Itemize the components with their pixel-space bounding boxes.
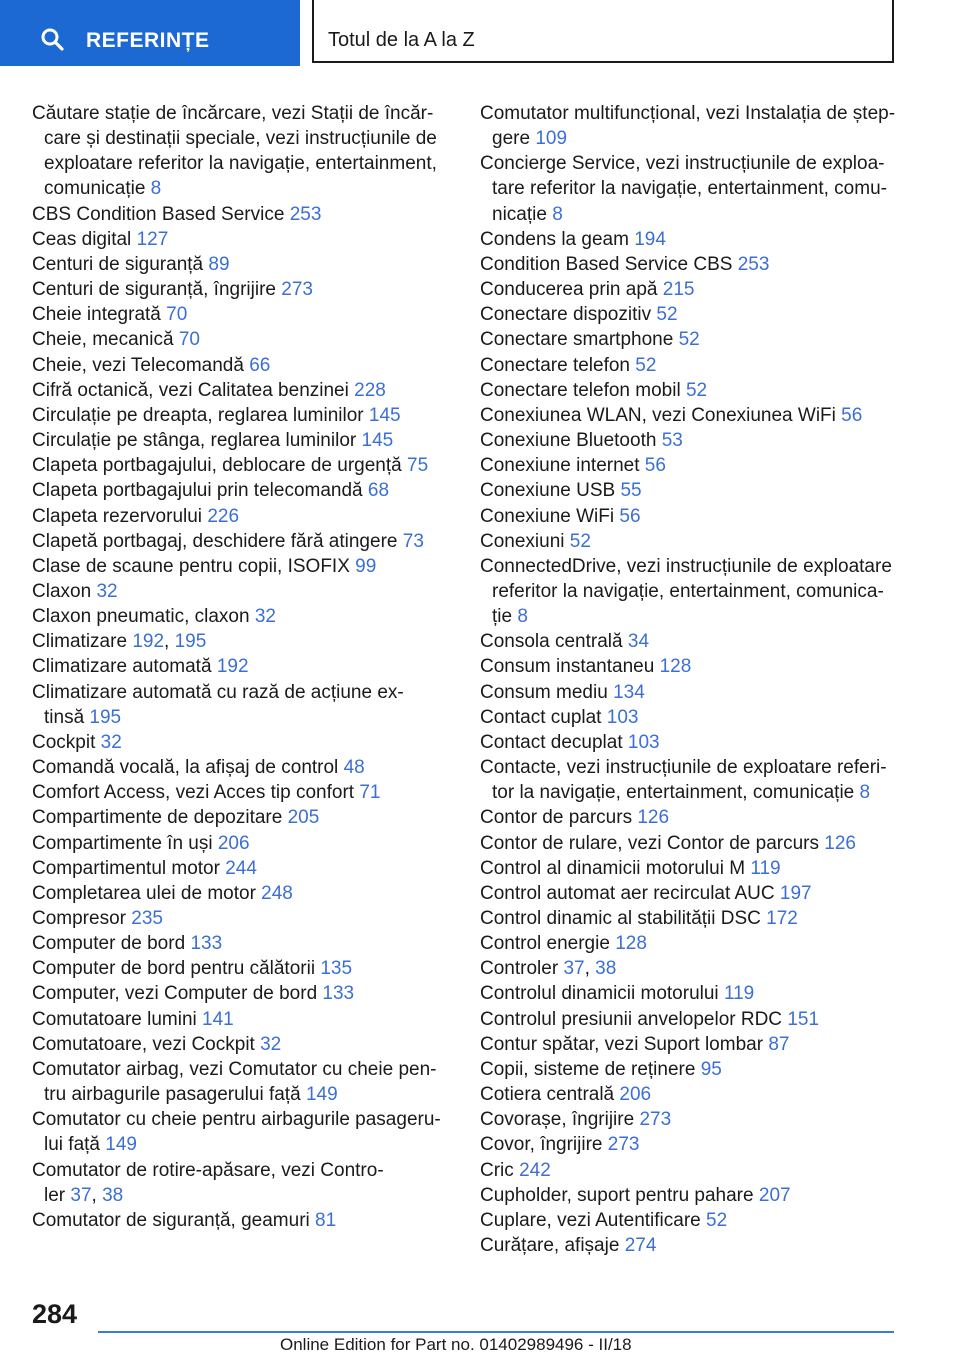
index-entry bbox=[32, 1032, 452, 1057]
index-entry-text: Conexiunea WLAN, vezi Conexiunea WiFi bbox=[480, 404, 836, 426]
index-entry-text: Copii, sisteme de reținere bbox=[480, 1058, 696, 1080]
page-link[interactable]: 37 bbox=[563, 958, 585, 980]
index-entry-text: Contor de parcurs bbox=[480, 807, 633, 829]
page-link[interactable]: 52 bbox=[706, 1209, 728, 1231]
index-entry bbox=[32, 730, 452, 755]
index-entry-text: Contact decuplat bbox=[480, 731, 623, 753]
index-entry-text: Concierge Service, vezi instrucțiunile de exploa- bbox=[480, 153, 885, 175]
page-link[interactable]: 75 bbox=[407, 455, 429, 477]
page-link[interactable]: 206 bbox=[217, 832, 250, 854]
index-entry bbox=[480, 554, 900, 629]
page-link[interactable]: 228 bbox=[354, 379, 386, 401]
index-entry-text: exploatare referitor la navigație, entertainment, bbox=[44, 153, 437, 175]
page-link[interactable]: 119 bbox=[723, 983, 755, 1005]
index-entry-text: Condition Based Service CBS bbox=[480, 253, 733, 275]
page-link[interactable]: 32 bbox=[254, 606, 276, 628]
page-link[interactable]: 141 bbox=[202, 1008, 234, 1030]
index-entry-text: Control automat aer recirculat AUC bbox=[480, 882, 775, 904]
index-entry-text: Claxon bbox=[32, 580, 92, 602]
index-entry-text: Conexiune WiFi bbox=[480, 505, 615, 527]
index-entry bbox=[480, 931, 900, 956]
index-entry-text: Contur spătar, vezi Suport lombar bbox=[480, 1033, 764, 1055]
page-link[interactable]: 56 bbox=[619, 505, 641, 527]
index-entry bbox=[32, 981, 452, 1006]
index-entry bbox=[480, 1082, 900, 1107]
index-entry bbox=[480, 981, 900, 1006]
page-link[interactable]: 127 bbox=[136, 228, 169, 250]
index-entry-text: Climatizare automată cu rază de acțiune ex- bbox=[32, 681, 404, 703]
index-entry bbox=[32, 755, 452, 780]
page-link[interactable]: 135 bbox=[320, 958, 353, 980]
page-link[interactable]: 34 bbox=[627, 631, 650, 653]
page-link[interactable]: 48 bbox=[343, 757, 365, 779]
index-entry-text: tinsă bbox=[44, 706, 85, 728]
index-entry-text: Comutator airbag, vezi Comutator cu cheie pen- bbox=[32, 1058, 437, 1080]
page-link[interactable]: 195 bbox=[89, 706, 122, 728]
index-entry bbox=[32, 856, 452, 881]
index-entry-text: Claxon pneumatic, claxon bbox=[32, 606, 250, 628]
index-entry bbox=[32, 831, 452, 856]
index-entry-text: CBS Condition Based Service bbox=[32, 203, 285, 225]
page-link[interactable]: 8 bbox=[150, 178, 162, 200]
index-entry-text: Cheie, mecanică bbox=[32, 329, 174, 351]
index-entry-text: Centuri de siguranță bbox=[32, 253, 204, 275]
index-entry-text: Circulație pe dreapta, reglarea luminilor bbox=[32, 404, 364, 426]
page-link[interactable]: 273 bbox=[281, 279, 313, 301]
page-link[interactable]: 52 bbox=[569, 530, 591, 552]
page-link[interactable]: 73 bbox=[402, 530, 424, 552]
index-entry bbox=[480, 705, 900, 730]
index-entry: Controler 37, 38 bbox=[480, 958, 617, 980]
index-entry bbox=[32, 453, 452, 478]
index-entry-text: Cric bbox=[480, 1159, 514, 1181]
index-entry bbox=[32, 302, 452, 327]
index-entry-text: Consola centrală bbox=[480, 631, 623, 653]
tab-references[interactable] bbox=[0, 0, 300, 66]
page-link[interactable]: 38 bbox=[102, 1184, 124, 1206]
index-entry bbox=[480, 302, 900, 327]
tab-references-label: REFERINȚE bbox=[86, 29, 210, 52]
header-tabs bbox=[0, 0, 896, 66]
index-entry-text: Cotiera centrală bbox=[480, 1084, 615, 1106]
index-entry-text: Comutator de siguranță, geamuri bbox=[32, 1209, 310, 1231]
page-link[interactable]: 145 bbox=[361, 430, 394, 452]
page-link[interactable]: 215 bbox=[662, 279, 695, 301]
index-entry bbox=[480, 428, 900, 453]
page-link[interactable]: 8 bbox=[552, 203, 563, 225]
page-link[interactable]: 235 bbox=[131, 908, 163, 929]
page-link[interactable]: 52 bbox=[635, 354, 657, 376]
page-link[interactable]: 128 bbox=[659, 656, 692, 678]
index-entry-text: Compartimentul motor bbox=[32, 857, 220, 879]
index-entry-text: Control dinamic al stabilității DSC bbox=[480, 908, 761, 929]
index-entry bbox=[480, 327, 900, 352]
page-link[interactable]: 244 bbox=[225, 857, 257, 879]
page-link[interactable]: 71 bbox=[359, 782, 381, 804]
tab-index-a-z[interactable] bbox=[312, 0, 894, 63]
index-entry-text: gere bbox=[492, 128, 531, 150]
index-entry bbox=[32, 227, 452, 252]
index-entry bbox=[480, 151, 900, 226]
index-entry bbox=[480, 881, 900, 906]
index-entry-text: Contacte, vezi instrucțiunile de exploatare referi- bbox=[480, 757, 887, 779]
page-link[interactable]: 37 bbox=[70, 1184, 92, 1206]
index-entry-text: Comutatoare lumini bbox=[32, 1008, 197, 1030]
index-entry bbox=[480, 529, 900, 554]
index-entry bbox=[32, 554, 452, 579]
index-entry bbox=[32, 680, 452, 730]
index-entry bbox=[32, 101, 452, 202]
index-entry bbox=[32, 579, 452, 604]
page-link[interactable]: 192 bbox=[216, 656, 249, 678]
page-link[interactable]: 149 bbox=[105, 1134, 137, 1156]
index-entry bbox=[480, 101, 900, 151]
page-link[interactable]: 253 bbox=[737, 253, 770, 275]
page-link[interactable]: 68 bbox=[367, 480, 390, 502]
index-entry-text: Comutator multifuncțional, vezi Instalația de ștер- bbox=[480, 103, 896, 124]
index-entry-text: Circulație pe stânga, reglarea luminilor bbox=[32, 430, 357, 452]
page-link[interactable]: 87 bbox=[768, 1033, 790, 1055]
index-entry-text: Ceas digital bbox=[32, 228, 132, 250]
index-entry-text: Centuri de siguranță, îngrijire bbox=[32, 279, 276, 301]
page-link[interactable]: 52 bbox=[656, 304, 678, 326]
index-entry-text: Clapeta portbagajului prin telecomandă bbox=[32, 480, 363, 502]
page-link[interactable]: 32 bbox=[260, 1033, 282, 1055]
index-entry-text: Cheie, vezi Telecomandă bbox=[32, 354, 244, 376]
index-entry-text: Clapeta rezervorului bbox=[32, 505, 203, 527]
index-entry-text: care și destinații speciale, vezi instrucțiunile de bbox=[44, 128, 437, 150]
index-entry-text: Covor, îngrijire bbox=[480, 1134, 603, 1156]
page-link[interactable]: 248 bbox=[261, 882, 293, 904]
page-link[interactable]: 66 bbox=[249, 354, 271, 376]
index-entry-text: Climatizare bbox=[32, 631, 128, 653]
search-icon bbox=[40, 27, 64, 51]
index-entry-text: Computer de bord pentru călătorii bbox=[32, 958, 316, 980]
page-link[interactable]: 8 bbox=[517, 606, 528, 628]
index-entry-text: Conexiune internet bbox=[480, 455, 640, 477]
index-entry-text: Conectare telefon mobil bbox=[480, 379, 681, 401]
index-entry-text: Conexiune Bluetooth bbox=[480, 430, 657, 452]
footer-edition: Online Edition for Part no. 01402989496 - II/18 bbox=[280, 1335, 632, 1354]
index-entry bbox=[480, 1183, 900, 1208]
index-entry-text: Conectare dispozitiv bbox=[480, 304, 652, 326]
index-entry-text: Cheie integrată bbox=[32, 304, 161, 326]
index-entry bbox=[480, 403, 900, 428]
page-link[interactable]: 56 bbox=[841, 404, 863, 426]
index-entry-text: referitor la navigație, entertainment, comunica- bbox=[492, 580, 884, 602]
index-entry-text: Căutare stație de încărcare, vezi Stații de încăr- bbox=[32, 103, 434, 124]
index-entry-text: Cupholder, suport pentru pahare bbox=[480, 1184, 754, 1206]
index-entry bbox=[32, 504, 452, 529]
index-entry bbox=[480, 478, 900, 503]
index-entry bbox=[32, 881, 452, 906]
index-entry-text: Compartimente în uși bbox=[32, 832, 213, 854]
index-entry-text: Contor de rulare, vezi Contor de parcurs bbox=[480, 832, 819, 854]
index-entry-text: Computer, vezi Computer de bord bbox=[32, 983, 318, 1005]
page-link[interactable]: 109 bbox=[535, 128, 568, 150]
page-link[interactable]: 273 bbox=[639, 1109, 672, 1131]
page-link[interactable]: 56 bbox=[644, 455, 666, 477]
index-entry-text: Controlul presiunii anvelopelor RDC bbox=[480, 1008, 783, 1030]
index-entry bbox=[32, 353, 452, 378]
index-entry-text: Clase de scaune pentru copii, ISOFIX bbox=[32, 555, 350, 577]
index-entry-text: Comandă vocală, la afișaj de control bbox=[32, 757, 339, 779]
index-entry bbox=[480, 730, 900, 755]
index-entry-text: Condens la geam bbox=[480, 228, 629, 250]
index-entry-text: Climatizare automată bbox=[32, 656, 212, 678]
page-link[interactable]: 128 bbox=[615, 933, 647, 955]
index-entry-text: Cifră octanică, vezi Calitatea benzinei bbox=[32, 379, 349, 401]
index-entry-text: Comfort Access, vezi Acces tip confort bbox=[32, 782, 355, 804]
page-link[interactable]: 38 bbox=[595, 958, 617, 980]
index-entry-text: tru airbagurile pasagerului față bbox=[44, 1084, 301, 1106]
index-entry-text: ție bbox=[492, 606, 513, 628]
page-link[interactable]: 149 bbox=[305, 1084, 338, 1106]
tab-index-label: Totul de la A la Z bbox=[328, 29, 475, 51]
index-entry-text: Clapeta portbagajului, deblocare de urgență bbox=[32, 455, 402, 477]
page-link[interactable]: 70 bbox=[178, 329, 200, 351]
index-entry-text: Consum mediu bbox=[480, 681, 608, 703]
index-entry bbox=[480, 1233, 900, 1258]
index-entry bbox=[480, 1057, 900, 1082]
page-link[interactable]: 274 bbox=[624, 1235, 657, 1257]
index-entry bbox=[480, 856, 900, 881]
index-entry bbox=[480, 755, 900, 805]
index-entry: Comutator de rotire-apăsare, vezi Contro- ler 37, 38 bbox=[32, 1159, 384, 1206]
page-link[interactable]: 192 bbox=[132, 631, 165, 653]
page-link[interactable]: 52 bbox=[678, 329, 700, 351]
index-entry bbox=[32, 805, 452, 830]
page-link[interactable]: 206 bbox=[619, 1084, 652, 1106]
page-link[interactable]: 95 bbox=[700, 1058, 722, 1080]
index-entry bbox=[32, 378, 452, 403]
index-entry bbox=[480, 353, 900, 378]
index-entry bbox=[480, 1208, 900, 1233]
index-entry bbox=[480, 654, 900, 679]
index-entry bbox=[480, 1032, 900, 1057]
index-entry-text: Conectare smartphone bbox=[480, 329, 674, 351]
page-link[interactable]: 103 bbox=[627, 731, 660, 753]
index-entry-text: lui față bbox=[44, 1134, 100, 1156]
index-entry-text: Contact cuplat bbox=[480, 706, 602, 728]
index-entry-text: Controlul dinamicii motorului bbox=[480, 983, 719, 1005]
index-entry-text: Computer de bord bbox=[32, 933, 186, 955]
page-link[interactable]: 195 bbox=[174, 631, 207, 653]
index-entry bbox=[480, 1158, 900, 1183]
index-entry bbox=[32, 252, 452, 277]
page-link[interactable]: 145 bbox=[368, 404, 401, 426]
index-entry-text: ConnectedDrive, vezi instrucțiunile de exploatare bbox=[480, 555, 892, 577]
page-link[interactable]: 133 bbox=[190, 933, 223, 955]
page-link[interactable]: 81 bbox=[315, 1209, 337, 1231]
page-link[interactable]: 8 bbox=[859, 782, 871, 804]
page-link[interactable]: 119 bbox=[750, 857, 781, 879]
page-link[interactable]: 53 bbox=[661, 430, 683, 452]
index-entry bbox=[480, 252, 900, 277]
index-entry bbox=[32, 1208, 452, 1233]
index-entry bbox=[32, 1057, 452, 1107]
index-entry-text: comunicație bbox=[44, 178, 146, 200]
index-entry-text: tor la navigație, entertainment, comunicație bbox=[492, 782, 855, 804]
index-entry-text: Controler bbox=[480, 958, 559, 980]
page-link[interactable]: 70 bbox=[166, 304, 188, 326]
index-entry bbox=[480, 1132, 900, 1157]
page-link[interactable]: 226 bbox=[207, 505, 240, 527]
index-entry bbox=[32, 478, 452, 503]
index-entry bbox=[32, 403, 452, 428]
page-link[interactable]: 207 bbox=[758, 1184, 791, 1206]
index-column-left bbox=[32, 101, 452, 1233]
index-entry-text: Cockpit bbox=[32, 731, 96, 753]
page-link[interactable]: 55 bbox=[620, 480, 642, 502]
index-entry-text: Conexiune USB bbox=[480, 480, 616, 502]
index-entry-text: tare referitor la navigație, entertainment, comu- bbox=[492, 178, 887, 200]
index-entry bbox=[32, 956, 452, 981]
index-entry-text: Completarea ulei de motor bbox=[32, 882, 256, 904]
index-entry bbox=[480, 277, 900, 302]
page-link[interactable]: 205 bbox=[287, 807, 320, 829]
index-entry-text: Cuplare, vezi Autentificare bbox=[480, 1209, 701, 1231]
index-entry bbox=[480, 629, 900, 654]
index-entry bbox=[480, 1007, 900, 1032]
page-link[interactable]: 151 bbox=[787, 1008, 820, 1030]
page-link[interactable]: 99 bbox=[355, 555, 377, 577]
index-entry-text: Conexiuni bbox=[480, 530, 565, 552]
page-link[interactable]: 134 bbox=[613, 681, 645, 703]
index-entry-text: nicație bbox=[492, 203, 547, 225]
index-entry bbox=[480, 906, 900, 931]
page-link[interactable]: 32 bbox=[100, 731, 122, 753]
index-entry bbox=[32, 428, 452, 453]
index-entry bbox=[32, 654, 452, 679]
index-entry: Climatizare 192, 195 bbox=[32, 631, 207, 653]
index-entry-text: Conducerea prin apă bbox=[480, 279, 658, 301]
page-link[interactable]: 133 bbox=[322, 983, 355, 1005]
index-entry bbox=[480, 680, 900, 705]
index-entry bbox=[480, 504, 900, 529]
index-entry bbox=[32, 277, 452, 302]
page-link[interactable]: 172 bbox=[766, 908, 798, 929]
page-link[interactable]: 103 bbox=[606, 706, 639, 728]
index-entry-text: Curățare, afișaje bbox=[480, 1235, 620, 1257]
index-entry bbox=[480, 378, 900, 403]
index-entry-text: Comutator cu cheie pentru airbagurile pasageru- bbox=[32, 1109, 441, 1131]
page-link[interactable]: 253 bbox=[289, 203, 322, 225]
page-link[interactable]: 89 bbox=[208, 253, 230, 275]
index-entry bbox=[32, 202, 452, 227]
index-entry bbox=[480, 831, 900, 856]
footer-divider bbox=[98, 1331, 894, 1333]
index-entry bbox=[32, 327, 452, 352]
index-entry-text: Covorașe, îngrijire bbox=[480, 1109, 635, 1131]
index-entry-text: Compartimente de depozitare bbox=[32, 807, 283, 829]
index-entry bbox=[480, 227, 900, 252]
index-entry bbox=[32, 529, 452, 554]
page-number: 284 bbox=[32, 1299, 78, 1329]
index-entry-text: Compresor bbox=[32, 908, 126, 929]
index-entry bbox=[32, 906, 452, 931]
page-link[interactable]: 242 bbox=[519, 1159, 551, 1181]
index-entry-text: Comutatoare, vezi Cockpit bbox=[32, 1033, 255, 1055]
index-entry bbox=[32, 1007, 452, 1032]
index-entry bbox=[480, 453, 900, 478]
index-entry bbox=[32, 931, 452, 956]
index-entry-text: Control al dinamicii motorului M bbox=[480, 857, 746, 879]
page-link[interactable]: 197 bbox=[779, 882, 812, 904]
index-entry-text: Clapetă portbagaj, deschidere fără atingere bbox=[32, 530, 398, 552]
index-entry-text: Comutator de rotire-apăsare, vezi Contro- bbox=[32, 1159, 384, 1181]
index-entry bbox=[480, 805, 900, 830]
page-link[interactable]: 126 bbox=[637, 807, 670, 829]
index-entry bbox=[32, 1107, 452, 1157]
page-link[interactable]: 126 bbox=[824, 832, 856, 854]
index-entry bbox=[32, 780, 452, 805]
index-entry bbox=[32, 604, 452, 629]
page-link[interactable]: 273 bbox=[607, 1134, 640, 1156]
index-entry-text: Conectare telefon bbox=[480, 354, 630, 376]
index-entry-text: ler bbox=[44, 1184, 66, 1206]
page-link[interactable]: 52 bbox=[685, 379, 708, 401]
index-entry-text: Control energie bbox=[480, 933, 610, 955]
index-entry-text: Consum instantaneu bbox=[480, 656, 655, 678]
index-column-right bbox=[480, 101, 900, 1258]
index-entry bbox=[480, 1107, 900, 1132]
page-link[interactable]: 194 bbox=[634, 228, 666, 250]
page-link[interactable]: 32 bbox=[96, 580, 118, 602]
